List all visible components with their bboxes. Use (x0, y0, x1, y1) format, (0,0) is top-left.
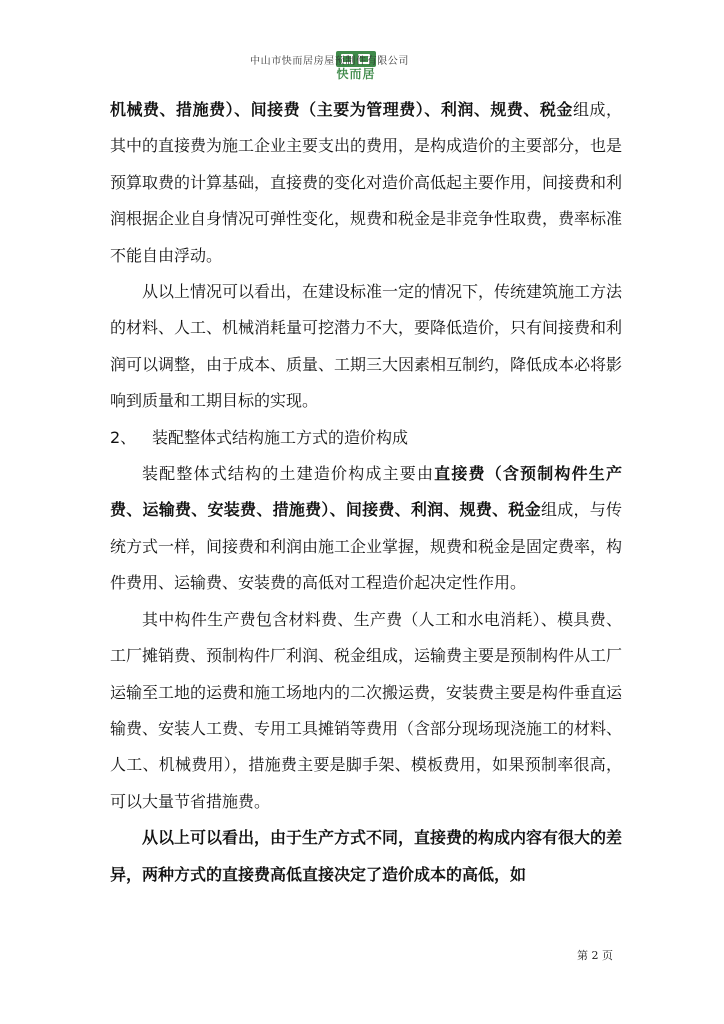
text-run: 从以上情况可以看出，在建设标准一定的情况下，传统建筑施工方法的材料、人工、机械消耗量可挖潜力不大，要降低造价，只有间接费和利润可以调整，由于成本、质量、工期三大因素相互制约，降低成本必将影响到质量和工期目标的实现。 (110, 282, 623, 411)
page-number: 第 2 页 (577, 949, 613, 962)
document-body (110, 92, 622, 893)
paragraphs-after (110, 456, 622, 893)
logo-text: 快而居 (336, 67, 376, 81)
company-name: 中山市快而居房屋预制件有限公司 (250, 56, 409, 67)
paragraph (110, 602, 622, 820)
section-heading (110, 420, 622, 456)
bold-text-run: 直接费（含预制构件生产费、运输费、安装费、措施费）、间接费、利润、规费、税金 (110, 464, 622, 520)
text-run: 其中构件生产费包含材料费、生产费（人工和水电消耗）、模具费、工厂摊销费、预制构件厂利润、税金组成，运输费主要是预制构件从工厂运输至工地的运费和施工场地内的二次搬运费，安装费主要是构件垂直运输费、安装人工费、专用工具摊销等费用（含部分现场现浇施工的材料、人工、机械费用），措施费主要是脚手架、模板费用，如果预制率很高，可以大量节省措施费。 (110, 609, 623, 811)
text-run: 组成，其中的直接费为施工企业主要支出的费用，是构成造价的主要部分，也是预算取费的计算基础，直接费的变化对造价高低起主要作用，间接费和利润根据企业自身情况可弹性变化，规费和税金是非竞争性取费，费率标准不能自由浮动。 (110, 100, 623, 265)
bold-text-run: 从以上可以看出，由于生产方式不同，直接费的构成内容有很大的差异，两种方式的直接费高低直接决定了造价成本的高低，如 (110, 828, 623, 884)
text-run: 装配整体式结构的土建造价构成主要由 (142, 464, 435, 484)
paragraphs-before (110, 92, 622, 420)
paragraph (110, 92, 622, 274)
page-header (0, 46, 724, 86)
paragraph (110, 274, 622, 420)
paragraph (110, 820, 622, 893)
section-title: 装配整体式结构施工方式的造价构成 (152, 427, 409, 447)
text-run: 组成，与传统方式一样，间接费和利润由施工企业掌握，规费和税金是固定费率，构件费用、运输费、安装费的高低对工程造价起决定性作用。 (110, 500, 623, 593)
section-number: 2、 (110, 427, 137, 447)
bold-text-run: 机械费、措施费）、间接费（主要为管理费）、利润、规费、税金 (110, 100, 573, 119)
paragraph (110, 456, 622, 602)
